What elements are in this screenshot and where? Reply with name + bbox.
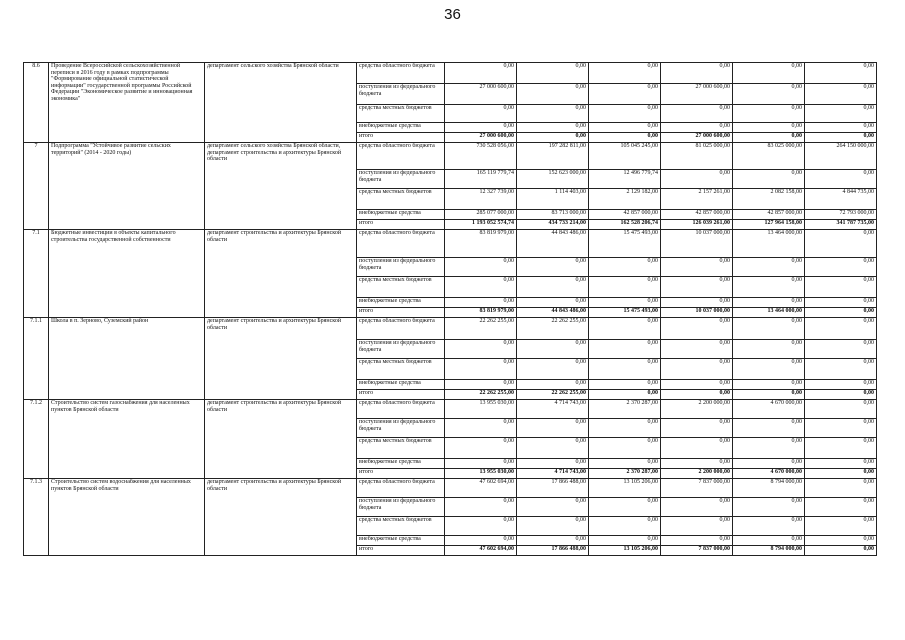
amount-cell: 0,00 [805,298,877,308]
amount-cell: 83 819 979,00 [445,230,517,258]
item-code: 7.1.1 [24,318,49,400]
amount-cell: 4 844 735,00 [805,189,877,210]
amount-cell: 1 193 052 574,74 [445,220,517,230]
amount-cell: 72 793 000,00 [805,210,877,220]
amount-cell: 44 843 486,00 [517,308,589,318]
amount-cell: 0,00 [805,123,877,133]
amount-cell: 165 119 779,74 [445,170,517,189]
amount-cell: 0,00 [733,170,805,189]
funding-source: средства местных бюджетов [357,277,445,298]
amount-cell: 0,00 [589,380,661,390]
funding-source: итого [357,469,445,479]
funding-source: внебюджетные средства [357,123,445,133]
amount-cell: 127 964 158,00 [733,220,805,230]
amount-cell: 0,00 [805,438,877,459]
amount-cell: 1 114 403,00 [517,189,589,210]
amount-cell: 4 670 000,00 [733,400,805,419]
amount-cell: 0,00 [517,298,589,308]
amount-cell: 0,00 [733,419,805,438]
amount-cell: 0,00 [445,498,517,517]
amount-cell: 0,00 [733,105,805,123]
amount-cell: 7 837 000,00 [661,546,733,556]
amount-cell: 42 857 000,00 [589,210,661,220]
amount-cell: 83 713 000,00 [517,210,589,220]
amount-cell: 0,00 [661,459,733,469]
table-row [24,63,877,84]
amount-cell: 0,00 [661,277,733,298]
amount-cell: 0,00 [589,84,661,105]
amount-cell: 0,00 [589,105,661,123]
amount-cell: 0,00 [589,340,661,359]
amount-cell: 0,00 [805,318,877,340]
amount-cell: 0,00 [661,380,733,390]
budget-table [23,62,877,556]
amount-cell: 0,00 [805,340,877,359]
amount-cell: 0,00 [661,419,733,438]
amount-cell: 730 528 056,00 [445,143,517,170]
amount-cell: 0,00 [661,123,733,133]
item-executor: департамент строительства и архитектуры Брянской области [205,479,357,556]
amount-cell: 47 602 694,00 [445,479,517,498]
amount-cell: 0,00 [445,419,517,438]
item-name: Бюджетные инвестиции в объекты капитального строительства государственной собственности [49,230,205,318]
amount-cell: 4 714 743,00 [517,400,589,419]
amount-cell: 12 496 779,74 [589,170,661,189]
amount-cell: 0,00 [517,459,589,469]
amount-cell: 0,00 [445,359,517,380]
amount-cell: 0,00 [661,498,733,517]
amount-cell: 0,00 [517,277,589,298]
amount-cell: 0,00 [805,84,877,105]
amount-cell: 27 000 600,00 [661,84,733,105]
amount-cell: 126 039 261,00 [661,220,733,230]
amount-cell: 0,00 [589,298,661,308]
funding-source: средства местных бюджетов [357,438,445,459]
amount-cell: 0,00 [517,498,589,517]
funding-source: итого [357,220,445,230]
amount-cell: 0,00 [445,105,517,123]
item-code: 7 [24,143,49,230]
amount-cell: 0,00 [517,359,589,380]
amount-cell: 0,00 [805,498,877,517]
amount-cell: 0,00 [805,170,877,189]
item-name: Подпрограмма "Устойчивое развитие сельских территорий" (2014 - 2020 годы) [49,143,205,230]
amount-cell: 0,00 [445,63,517,84]
funding-source: внебюджетные средства [357,298,445,308]
amount-cell: 42 857 000,00 [733,210,805,220]
amount-cell: 0,00 [661,517,733,536]
amount-cell: 105 045 245,00 [589,143,661,170]
amount-cell: 0,00 [805,133,877,143]
amount-cell: 0,00 [445,536,517,546]
amount-cell: 0,00 [517,63,589,84]
funding-source: средства областного бюджета [357,230,445,258]
funding-source: средства местных бюджетов [357,359,445,380]
amount-cell: 0,00 [517,123,589,133]
item-executor: департамент сельского хозяйства Брянской области [205,63,357,143]
amount-cell: 0,00 [661,359,733,380]
amount-cell: 13 464 000,00 [733,230,805,258]
funding-source: поступления из федерального бюджета [357,84,445,105]
amount-cell: 0,00 [805,258,877,277]
item-code: 7.1 [24,230,49,318]
item-name: Школа в п. Зерново, Суземский район [49,318,205,400]
amount-cell: 2 370 287,00 [589,469,661,479]
amount-cell: 4 714 743,00 [517,469,589,479]
amount-cell: 0,00 [661,340,733,359]
amount-cell: 0,00 [733,390,805,400]
funding-source: внебюджетные средства [357,210,445,220]
budget-table-body [24,63,877,556]
funding-source: средства областного бюджета [357,63,445,84]
amount-cell: 0,00 [805,469,877,479]
amount-cell: 22 262 255,00 [517,318,589,340]
amount-cell: 42 857 000,00 [661,210,733,220]
amount-cell: 2 200 000,00 [661,469,733,479]
amount-cell: 17 866 488,00 [517,546,589,556]
amount-cell: 0,00 [661,390,733,400]
amount-cell: 197 282 811,00 [517,143,589,170]
amount-cell: 0,00 [733,517,805,536]
amount-cell: 0,00 [805,517,877,536]
amount-cell: 0,00 [661,536,733,546]
amount-cell: 13 955 030,00 [445,400,517,419]
amount-cell: 285 077 000,00 [445,210,517,220]
amount-cell: 434 733 214,00 [517,220,589,230]
amount-cell: 162 528 206,74 [589,220,661,230]
amount-cell: 0,00 [733,84,805,105]
amount-cell: 81 025 000,00 [661,143,733,170]
amount-cell: 0,00 [445,277,517,298]
amount-cell: 0,00 [661,258,733,277]
amount-cell: 0,00 [517,380,589,390]
item-executor: департамент строительства и архитектуры Брянской области [205,230,357,318]
amount-cell: 0,00 [733,438,805,459]
funding-source: итого [357,546,445,556]
amount-cell: 27 000 600,00 [661,133,733,143]
amount-cell: 0,00 [805,536,877,546]
amount-cell: 0,00 [733,123,805,133]
amount-cell: 0,00 [589,359,661,380]
amount-cell: 0,00 [661,63,733,84]
amount-cell: 13 105 206,00 [589,479,661,498]
amount-cell: 0,00 [805,308,877,318]
item-executor: департамент строительства и архитектуры Брянской области [205,400,357,479]
item-name: Строительство систем водоснабжения для населенных пунктов Брянской области [49,479,205,556]
amount-cell: 0,00 [661,318,733,340]
amount-cell: 152 623 000,00 [517,170,589,189]
funding-source: внебюджетные средства [357,459,445,469]
amount-cell: 0,00 [733,258,805,277]
amount-cell: 22 262 255,00 [445,318,517,340]
amount-cell: 4 670 000,00 [733,469,805,479]
amount-cell: 0,00 [661,438,733,459]
funding-source: средства местных бюджетов [357,189,445,210]
amount-cell: 0,00 [517,419,589,438]
amount-cell: 0,00 [805,105,877,123]
amount-cell: 0,00 [445,298,517,308]
amount-cell: 0,00 [589,536,661,546]
amount-cell: 0,00 [589,133,661,143]
amount-cell: 0,00 [445,258,517,277]
amount-cell: 27 000 600,00 [445,84,517,105]
item-executor: департамент сельского хозяйства Брянской области, департамент строительства и архитектуры Брянской области [205,143,357,230]
amount-cell: 8 794 000,00 [733,546,805,556]
amount-cell: 0,00 [733,536,805,546]
amount-cell: 12 327 739,00 [445,189,517,210]
amount-cell: 0,00 [517,133,589,143]
amount-cell: 0,00 [445,340,517,359]
item-code: 7.1.2 [24,400,49,479]
table-row [24,400,877,419]
funding-source: средства областного бюджета [357,143,445,170]
item-executor: департамент строительства и архитектуры Брянской области [205,318,357,400]
amount-cell: 10 037 000,00 [661,230,733,258]
funding-source: внебюджетные средства [357,536,445,546]
amount-cell: 2 200 000,00 [661,400,733,419]
funding-source: итого [357,133,445,143]
amount-cell: 13 955 030,00 [445,469,517,479]
item-name: Строительство систем газоснабжения для населенных пунктов Брянской области [49,400,205,479]
amount-cell: 2 370 287,00 [589,400,661,419]
amount-cell: 0,00 [733,380,805,390]
funding-source: поступления из федерального бюджета [357,340,445,359]
amount-cell: 264 150 000,00 [805,143,877,170]
amount-cell: 0,00 [805,230,877,258]
amount-cell: 0,00 [589,498,661,517]
funding-source: внебюджетные средства [357,380,445,390]
amount-cell: 0,00 [589,277,661,298]
amount-cell: 0,00 [589,438,661,459]
amount-cell: 0,00 [805,380,877,390]
funding-source: поступления из федерального бюджета [357,419,445,438]
amount-cell: 0,00 [589,318,661,340]
amount-cell: 0,00 [589,63,661,84]
amount-cell: 22 262 255,00 [517,390,589,400]
amount-cell: 27 000 600,00 [445,133,517,143]
amount-cell: 0,00 [733,133,805,143]
amount-cell: 0,00 [517,438,589,459]
amount-cell: 13 464 000,00 [733,308,805,318]
amount-cell: 0,00 [805,63,877,84]
amount-cell: 0,00 [589,419,661,438]
amount-cell: 0,00 [733,359,805,380]
table-row [24,479,877,498]
amount-cell: 0,00 [661,105,733,123]
amount-cell: 0,00 [733,459,805,469]
amount-cell: 0,00 [805,277,877,298]
amount-cell: 341 787 735,00 [805,220,877,230]
funding-source: поступления из федерального бюджета [357,498,445,517]
funding-source: средства областного бюджета [357,479,445,498]
amount-cell: 2 082 158,00 [733,189,805,210]
amount-cell: 17 866 488,00 [517,479,589,498]
amount-cell: 0,00 [589,390,661,400]
item-code: 8.6 [24,63,49,143]
amount-cell: 0,00 [805,459,877,469]
amount-cell: 0,00 [589,517,661,536]
amount-cell: 0,00 [445,123,517,133]
amount-cell: 0,00 [517,105,589,123]
table-row [24,230,877,258]
amount-cell: 0,00 [733,298,805,308]
amount-cell: 10 037 000,00 [661,308,733,318]
amount-cell: 7 837 000,00 [661,479,733,498]
amount-cell: 0,00 [661,170,733,189]
funding-source: средства областного бюджета [357,400,445,419]
amount-cell: 0,00 [589,123,661,133]
amount-cell: 0,00 [733,277,805,298]
amount-cell: 8 794 000,00 [733,479,805,498]
amount-cell: 0,00 [445,380,517,390]
amount-cell: 2 129 182,00 [589,189,661,210]
amount-cell: 0,00 [445,438,517,459]
amount-cell: 0,00 [517,517,589,536]
amount-cell: 0,00 [517,258,589,277]
amount-cell: 0,00 [805,390,877,400]
amount-cell: 0,00 [517,84,589,105]
table-row [24,318,877,340]
amount-cell: 83 819 979,00 [445,308,517,318]
amount-cell: 47 602 694,00 [445,546,517,556]
amount-cell: 0,00 [733,318,805,340]
funding-source: средства местных бюджетов [357,105,445,123]
amount-cell: 0,00 [445,459,517,469]
funding-source: средства областного бюджета [357,318,445,340]
amount-cell: 22 262 255,00 [445,390,517,400]
amount-cell: 0,00 [445,517,517,536]
amount-cell: 0,00 [805,419,877,438]
item-name: Проведение Всероссийской сельскохозяйственной переписи в 2016 году в рамках подпрограммы "Формирование официальной статистической информации" государственной программы Российской Федерации "Экономическое развитие и инновационная экономика" [49,63,205,143]
amount-cell: 0,00 [805,479,877,498]
funding-source: средства местных бюджетов [357,517,445,536]
amount-cell: 15 475 493,00 [589,308,661,318]
amount-cell: 0,00 [589,459,661,469]
amount-cell: 83 025 000,00 [733,143,805,170]
table-row [24,143,877,170]
amount-cell: 0,00 [661,298,733,308]
amount-cell: 0,00 [733,340,805,359]
amount-cell: 15 475 493,00 [589,230,661,258]
funding-source: поступления из федерального бюджета [357,170,445,189]
funding-source: поступления из федерального бюджета [357,258,445,277]
amount-cell: 0,00 [805,546,877,556]
page-number: 36 [444,6,461,23]
funding-source: итого [357,390,445,400]
amount-cell: 0,00 [733,63,805,84]
amount-cell: 0,00 [517,536,589,546]
item-code: 7.1.3 [24,479,49,556]
amount-cell: 2 157 261,00 [661,189,733,210]
amount-cell: 0,00 [733,498,805,517]
funding-source: итого [357,308,445,318]
amount-cell: 13 105 206,00 [589,546,661,556]
amount-cell: 0,00 [517,340,589,359]
amount-cell: 0,00 [805,400,877,419]
amount-cell: 0,00 [589,258,661,277]
amount-cell: 44 843 486,00 [517,230,589,258]
amount-cell: 0,00 [805,359,877,380]
